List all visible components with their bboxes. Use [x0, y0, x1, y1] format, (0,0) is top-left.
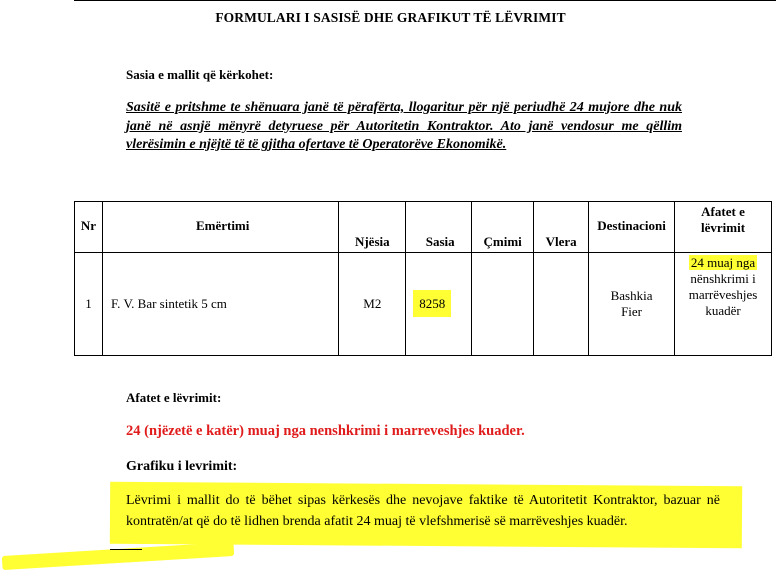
header-name: Emërtimi — [102, 202, 338, 253]
underline-stroke — [110, 549, 142, 550]
deadline-highlight: 24 muaj nga — [690, 255, 756, 270]
header-destination: Destinacioni — [589, 202, 675, 253]
deadline-line-1 — [679, 255, 767, 271]
cell-price — [472, 253, 534, 356]
cell-destination — [589, 253, 675, 356]
destination-line-1: Bashkia — [610, 288, 653, 303]
document-title: FORMULARI I SASISË DHE GRAFIKUT TË LËVRIMIT — [215, 10, 566, 25]
deadlines-label: Afatet e lëvrimit: — [126, 390, 222, 405]
quantity-label: Sasia e mallit që kërkohet: — [126, 67, 274, 82]
deadline-line-4: kuadër — [705, 303, 741, 318]
schedule-label: Grafiku i levrimit: — [126, 459, 238, 474]
table-header-row — [75, 202, 772, 253]
cell-value — [534, 253, 589, 356]
cell-unit: M2 — [339, 253, 406, 356]
top-rule — [74, 0, 776, 1]
items-table — [74, 201, 772, 356]
highlighter-stroke — [2, 542, 234, 570]
header-price: Çmimi — [472, 202, 534, 253]
cell-deadline — [675, 253, 772, 356]
cell-nr: 1 — [75, 253, 103, 356]
cell-quantity — [406, 253, 472, 356]
header-nr: Nr — [75, 202, 103, 253]
disclaimer-paragraph: Sasitë e pritshme te shënuara janë të përafërta, llogaritur për një periudhë 24 mujore dhe nuk janë në asnjë mënyrë detyruese për Autoritetin Kontraktor. Ato janë vendosur me qëllim vlerësimin e njëjtë të të gjitha ofertave të Operatorëve Ekonomikë. — [126, 100, 682, 152]
deadlines-text: 24 (njëzetë e katër) muaj nga nenshkrimi i marreveshjes kuader. — [126, 423, 525, 439]
header-deadline — [675, 202, 772, 253]
cell-name: F. V. Bar sintetik 5 cm — [102, 253, 338, 356]
header-quantity: Sasia — [406, 202, 472, 253]
deadline-line-3: marrëveshjes — [688, 287, 758, 302]
header-deadline-line-2: lëvrimit — [700, 220, 746, 235]
destination-line-2: Fier — [621, 304, 643, 319]
header-value: Vlera — [534, 202, 589, 253]
header-unit: Njësia — [339, 202, 406, 253]
quantity-value: 8258 — [413, 290, 451, 317]
table-row — [75, 253, 772, 356]
deadline-line-2: nënshkrimi i — [690, 271, 756, 286]
schedule-paragraph: Lëvrimi i mallit do të bëhet sipas kërkesës dhe nevojave faktike të Autoritetit Kontraktor, bazuar në kontratën/at që do të lidhen brenda afatit 24 muaj të vlefshmerisë së marrëveshjes kuadër. — [126, 493, 720, 529]
header-deadline-line-1: Afatet e — [701, 204, 745, 219]
